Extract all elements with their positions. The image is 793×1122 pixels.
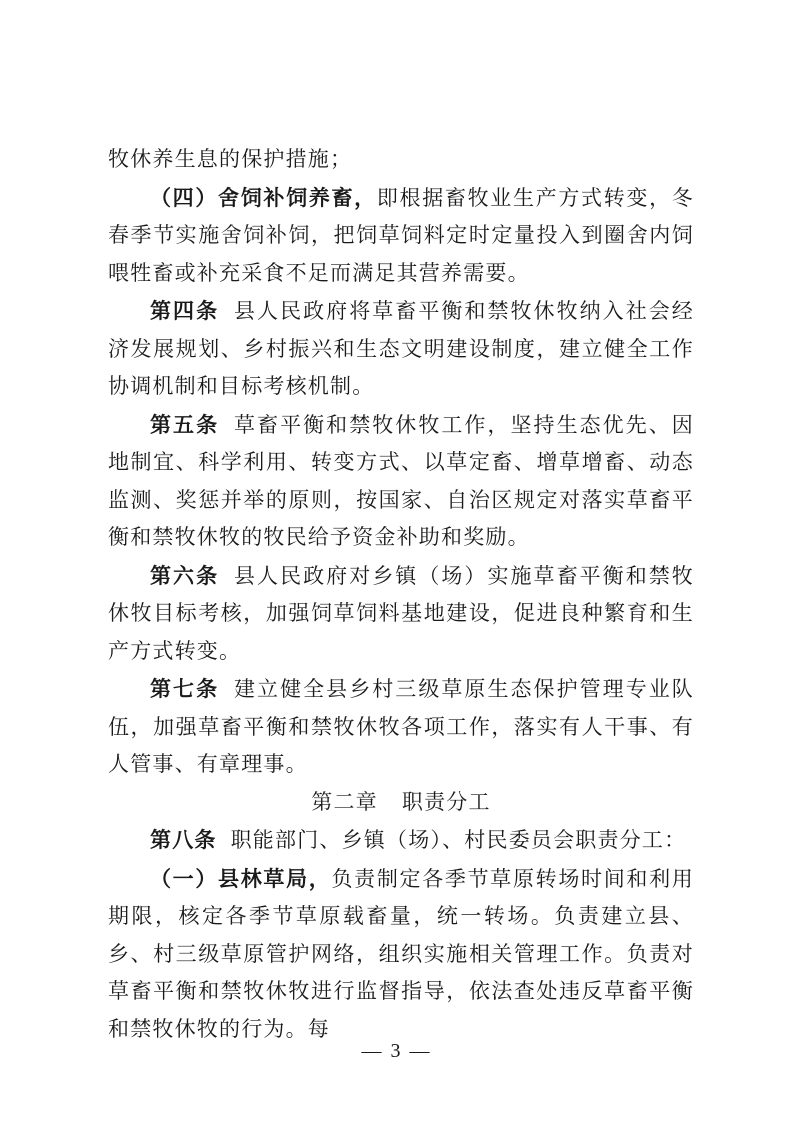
- chapter-heading: [108, 784, 694, 822]
- document-body: [108, 141, 694, 1048]
- paragraph-text: 负责制定各季节草原转场时间和利用期限，核定各季节草原载畜量，统一转场。负责建立县、乡、村三级草原管护网络，组织实施相关管理工作。负责对草畜平衡和禁牧休牧进行监督指导，依法查处违反草畜平衡和禁牧休牧的行为。每: [108, 866, 694, 1041]
- article-text: 草畜平衡和禁牧休牧工作，坚持生态优先、因地制宜、科学利用、转变方式、以草定畜、增草增畜、动态监测、奖惩并举的原则，按国家、自治区规定对落实草畜平衡和禁牧休牧的牧民给予资金补助和奖励。: [108, 412, 695, 549]
- article-lead: 第四条: [150, 298, 220, 323]
- article-7: [108, 670, 694, 784]
- article-lead: 第七条: [150, 676, 220, 701]
- article-5: [108, 406, 694, 557]
- article-text: 县人民政府将草畜平衡和禁牧休牧纳入社会经济发展规划、乡村振兴和生态文明建设制度，建立健全工作协调机制和目标考核机制。: [108, 299, 695, 398]
- article-text: 县人民政府对乡镇（场）实施草畜平衡和禁牧休牧目标考核，加强饲草饲料基地建设，促进良种繁育和生产方式转变。: [108, 563, 695, 663]
- paragraph-item-1: [108, 860, 694, 1049]
- paragraph-continuation: [108, 141, 694, 179]
- paragraph-item-4: [108, 179, 694, 293]
- article-lead: 第五条: [150, 411, 220, 437]
- article-text: 职能部门、乡镇（场）、村民委员会职责分工：: [230, 828, 687, 852]
- paragraph-lead: （四）舍饲补饲养畜，: [150, 184, 377, 210]
- article-lead: 第八条: [150, 827, 217, 852]
- article-6: [108, 557, 694, 671]
- article-text: 建立健全县乡村三级草原生态保护管理专业队伍，加强草畜平衡和禁牧休牧各项工作，落实有人干事、有人管事、有章理事。: [108, 677, 695, 776]
- article-8: [108, 821, 694, 860]
- page-number: — 3 —: [361, 1040, 432, 1062]
- article-lead: 第六条: [150, 562, 220, 588]
- paragraph-text: 牧休养生息的保护措施；: [108, 147, 353, 171]
- paragraph-text: 即根据畜牧业生产方式转变，冬春季节实施舍饲补饲，把饲草饲料定时定量投入到圈舍内饲喂牲畜或补充采食不足而满足其营养需要。: [108, 185, 694, 285]
- chapter-number: 第二章: [311, 789, 378, 814]
- chapter-title: 职责分工: [401, 789, 491, 814]
- article-4: [108, 292, 694, 406]
- paragraph-lead: （一）县林草局，: [150, 865, 332, 891]
